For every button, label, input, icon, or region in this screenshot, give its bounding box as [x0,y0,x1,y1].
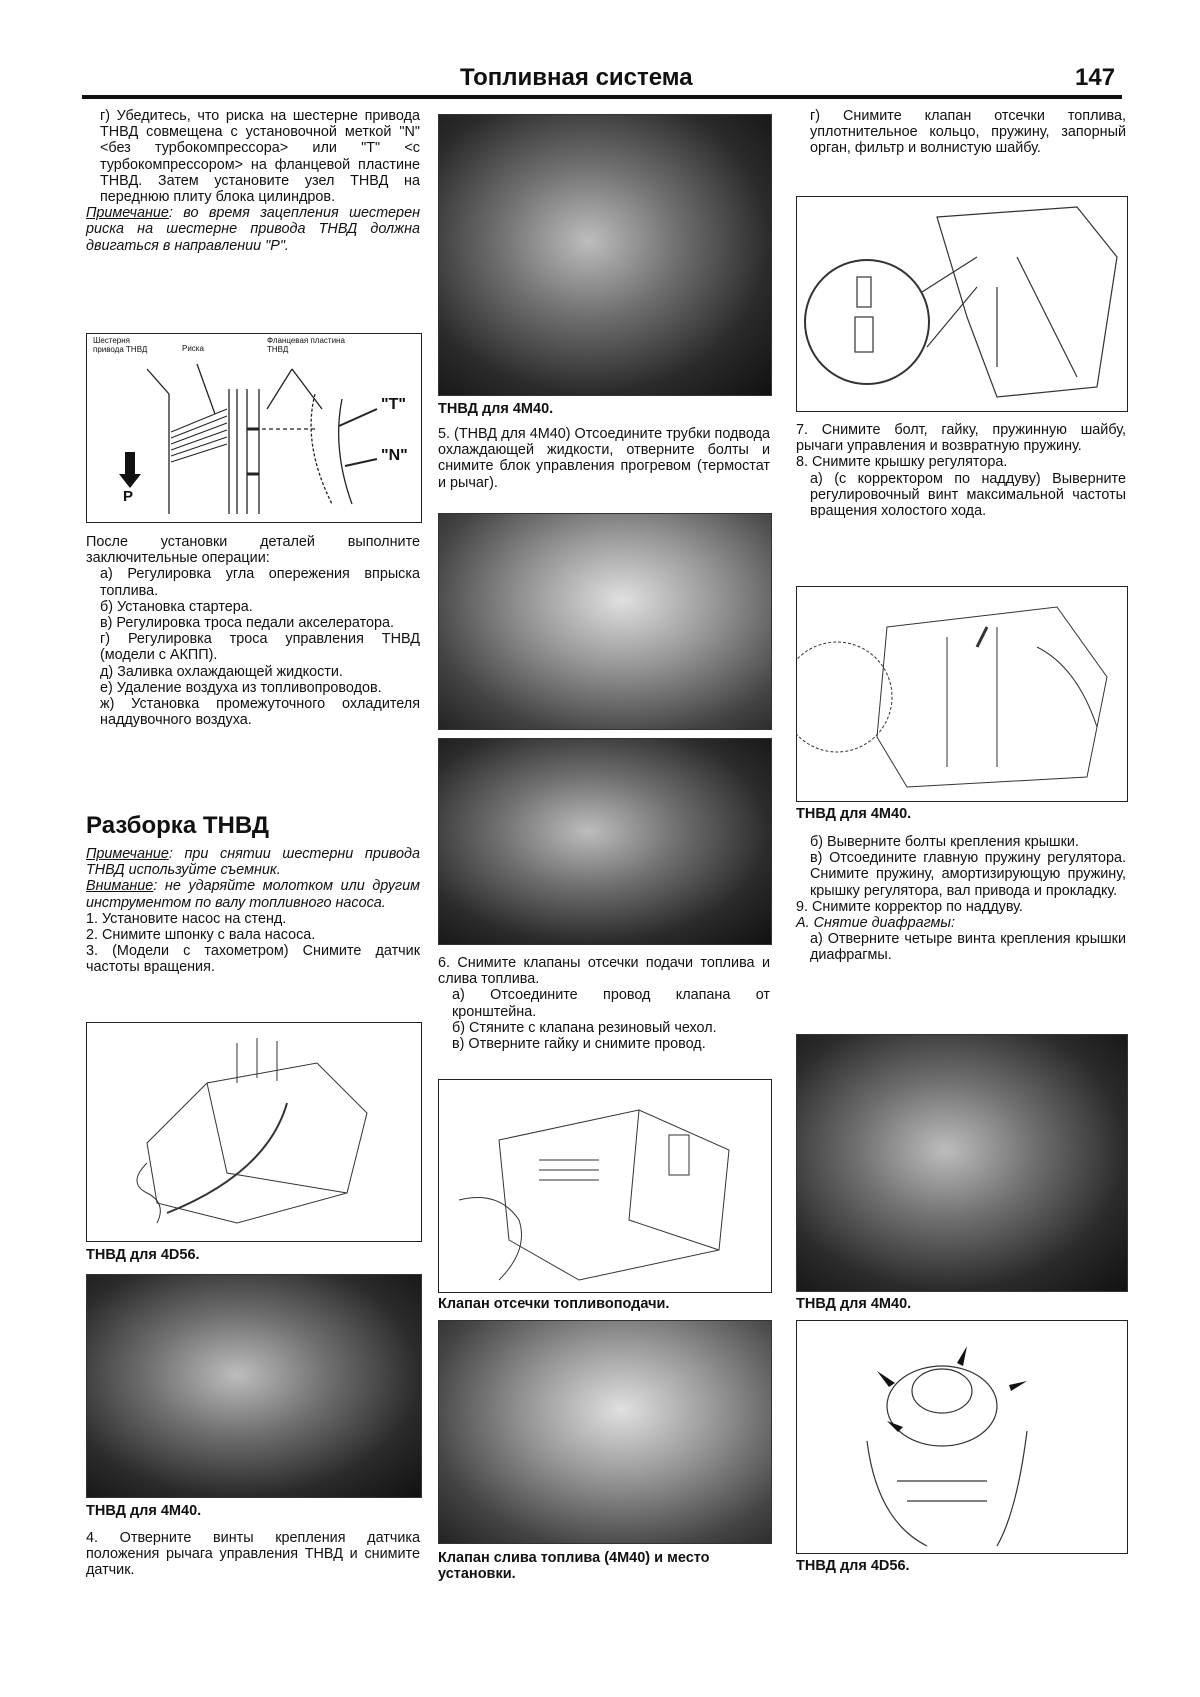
warning [86,878,420,910]
cutoff-valve-removal-drawing [796,196,1128,412]
paragraph [796,108,1126,157]
list-item: б) Стяните с клапана резиновый чехол. [452,1019,717,1036]
diaphragm-photo [796,1034,1128,1292]
caption: ТНВД для 4D56. [796,1558,910,1574]
subheading: А. Снятие диафрагмы: [796,915,955,932]
caption: Клапан слива топлива (4М40) и место установки. [438,1550,710,1582]
pump-photo-4m40 [86,1274,422,1498]
diaphragm-cover-drawing [796,1320,1128,1554]
warmup-unit-photo [438,513,772,730]
caption: ТНВД для 4М40. [438,401,554,417]
step: 1. Установите насос на стенд. [86,910,287,927]
note-text: : при снятии шестерни привода ТНВД используйте съемник. [86,846,420,879]
caption: ТНВД для 4М40. [86,1503,202,1519]
list-item: в) Отверните гайку и снимите провод. [452,1036,706,1053]
step: 6. Снимите клапаны отсечки подачи топлива и слива топлива. [438,955,770,988]
list-item: г) Регулировка троса управления ТНВД (модели с АКПП). [100,631,420,664]
list-item: б) Выверните болты крепления крышки. [810,834,1079,850]
label-gear: Шестерня привода ТНВД [93,336,148,354]
disassembly-notes [86,846,420,976]
list-item: в) Регулировка троса педали акселератора. [100,615,395,632]
paragraph: г) Снимите клапан отсечки топлива, уплотнительное кольцо, пружину, запорный орган, фильтр и волнистую шайбу. [810,108,1126,157]
warning-label: Внимание [86,878,154,895]
note-label: Примечание [86,846,169,862]
list-item: а) Регулировка угла опережения впрыска топлива. [100,566,420,599]
step: 8. Снимите крышку регулятора. [796,454,1008,471]
caption: ТНВД для 4М40. [796,806,912,822]
step: 3. (Модели с тахометром) Снимите датчик частоты вращения. [86,943,420,976]
step-6 [438,955,770,1052]
timing-mark-diagram [86,333,422,523]
caption: ТНВД для 4М40. [796,1296,912,1312]
section-title: Разборка ТНВД [86,812,269,839]
list-item: б) Установка стартера. [100,598,253,615]
step: 7. Снимите болт, гайку, пружинную шайбу, рычаги управления и возвратную пружину. [796,422,1126,455]
steps-7-8 [796,422,1126,519]
governor-drawing [796,586,1128,802]
pump-photo-4m40-top [438,114,772,396]
label-mark: Риска [182,344,204,353]
note [86,846,420,878]
warning-text: : не ударяйте молотком или другим инструментом по валу топливного насоса. [86,878,420,911]
note [86,205,420,254]
mark-p: P [123,488,134,505]
mark-n: "N" [381,447,408,464]
list-item: ж) Установка промежуточного охладителя наддувочного воздуха. [100,696,420,729]
label-flange: Фланцевая пластина ТНВД [267,336,345,354]
page-number: 147 [1075,64,1116,91]
step: 9. Снимите корректор по наддуву. [796,898,1023,915]
caption: ТНВД для 4D56. [86,1247,200,1263]
steps-8b-9 [796,834,1126,964]
step: 2. Снимите шпонку с вала насоса. [86,927,316,944]
list-item: в) Отсоедините главную пружину регулятора. Снимите пружину, амортизирующую пружину, крышку регулятора, вал привода и прокладку. [810,850,1126,899]
step: 4. Отверните винты крепления датчика положения рычага управления ТНВД и снимите датчик. [86,1530,420,1579]
pump-line-drawing-4d56 [86,1022,422,1242]
step: 5. (ТНВД для 4М40) Отсоедините трубки подвода охлаждающей жидкости, отверните болты и снимите блок управления прогревом (термостат и рычаг). [438,426,770,491]
note-text: : во время зацепления шестерен риска на шестерне привода ТНВД должна двигаться в направлении "P". [86,205,420,254]
list-item: а) (с корректором по наддуву) Выверните регулировочный винт максимальной частоты вращения холостого хода. [810,470,1126,520]
list-item: а) Отсоедините провод клапана от кронштейна. [452,987,770,1020]
final-operations [86,534,420,728]
list-item: д) Заливка охлаждающей жидкости. [100,663,343,680]
paragraph: г) Убедитесь, что риска на шестерне привода ТНВД совмещена с установочной меткой "N" <без турбокомпрессора> или "T" <с турбокомпрессором> на фланцевой пластине ТНВД. Затем установите узел ТНВД на переднюю плиту блока цилиндров. [100,108,420,206]
list-item: а) Отверните четыре винта крепления крышки диафрагмы. [810,931,1126,964]
header-rule [82,95,1122,99]
drain-valve-photo [438,1320,772,1544]
cutoff-valve-drawing [438,1079,772,1293]
caption: Клапан отсечки топливоподачи. [438,1296,670,1312]
page-header-title: Топливная система [460,64,693,91]
note-label: Примечание [86,205,169,222]
list-item: е) Удаление воздуха из топливопроводов. [100,679,382,696]
mark-t: "T" [381,396,406,413]
paragraph: После установки деталей выполните заключительные операции: [86,534,420,567]
pump-gear-photo [438,738,772,945]
left-intro [86,108,420,254]
